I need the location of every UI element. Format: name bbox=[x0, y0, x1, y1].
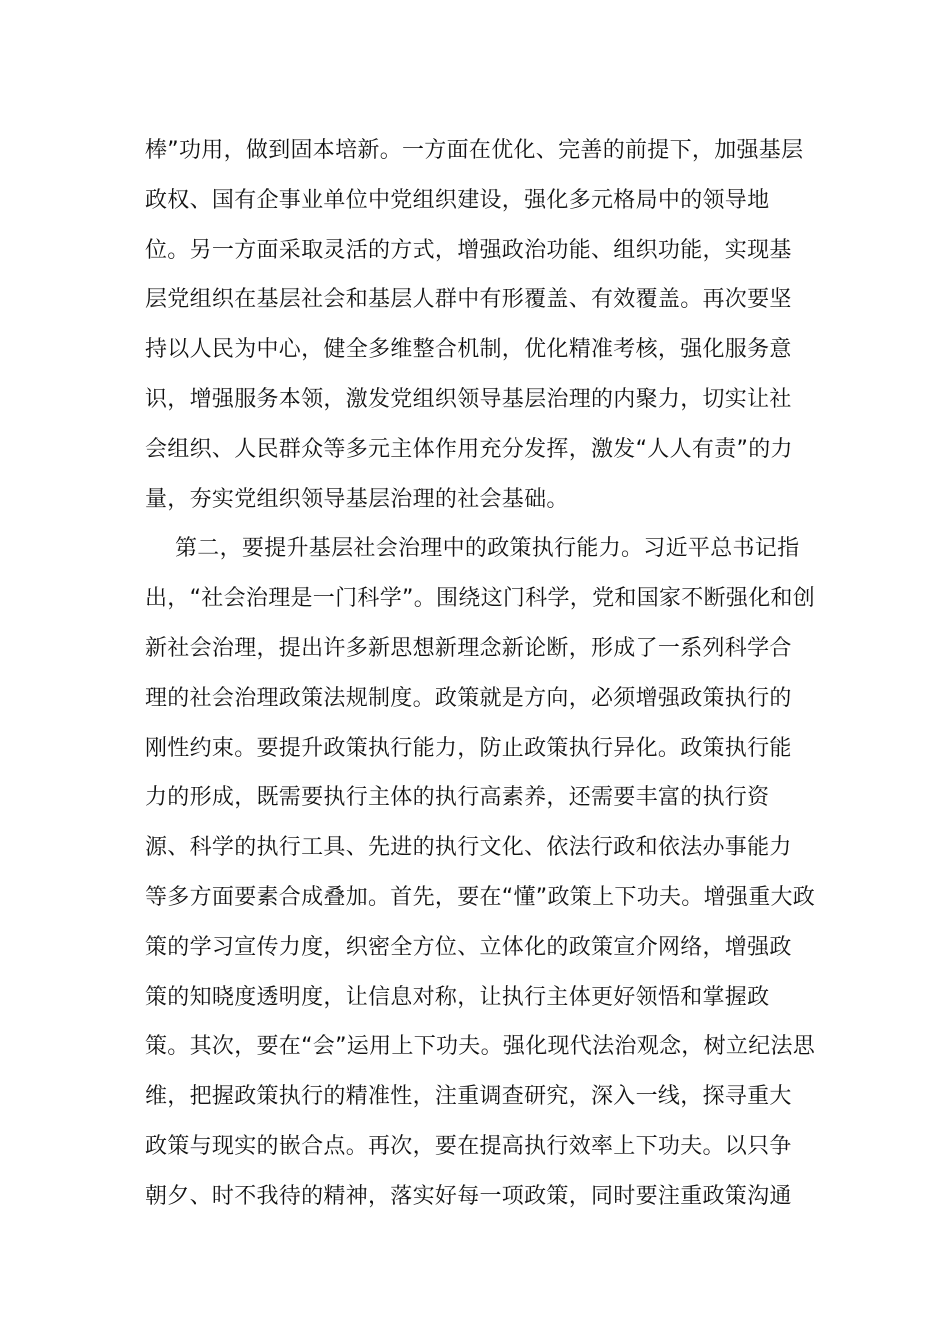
text-line: 等多方面要素合成叠加。首先，要在“懂”政策上下功夫。增强重大政 bbox=[145, 884, 816, 910]
paragraph-2 bbox=[145, 524, 816, 1221]
text-line: 层党组织在基层社会和基层人群中有形覆盖、有效覆盖。再次要坚 bbox=[145, 287, 792, 313]
text-line: 出，“社会治理是一门科学”。围绕这门科学，党和国家不断强化和创 bbox=[145, 586, 816, 612]
text-line: 第二，要提升基层社会治理中的政策执行能力。习近平总书记指 bbox=[175, 536, 800, 562]
text-line: 策的学习宣传力度，织密全方位、立体化的政策宣介网络，增强政 bbox=[145, 934, 792, 960]
text-line: 量，夯实党组织领导基层治理的社会基础。 bbox=[145, 486, 569, 512]
text-line: 策的知晓度透明度，让信息对称，让执行主体更好领悟和掌握政 bbox=[145, 984, 770, 1010]
text-line: 力的形成，既需要执行主体的执行高素养，还需要丰富的执行资 bbox=[145, 785, 770, 811]
text-line: 策。其次，要在“会”运用上下功夫。强化现代法治观念，树立纪法思 bbox=[145, 1034, 816, 1060]
text-line: 新社会治理，提出许多新思想新理念新论断，形成了一系列科学合 bbox=[145, 635, 792, 661]
text-line: 位。另一方面采取灵活的方式，增强政治功能、组织功能，实现基 bbox=[145, 237, 792, 263]
text-line: 源、科学的执行工具、先进的执行文化、依法行政和依法办事能力 bbox=[145, 835, 792, 861]
text-line: 维，把握政策执行的精准性，注重调查研究，深入一线，探寻重大 bbox=[145, 1084, 792, 1110]
text-line: 理的社会治理政策法规制度。政策就是方向，必须增强政策执行的 bbox=[145, 685, 792, 711]
text-line: 朝夕、时不我待的精神，落实好每一项政策，同时要注重政策沟通 bbox=[145, 1183, 792, 1209]
text-line: 会组织、人民群众等多元主体作用充分发挥，激发“人人有责”的力 bbox=[145, 436, 793, 462]
text-line: 政权、国有企事业单位中党组织建设，强化多元格局中的领导地 bbox=[145, 187, 770, 213]
paragraph-1 bbox=[145, 126, 810, 524]
text-line: 持以人民为中心，健全多维整合机制，优化精准考核，强化服务意 bbox=[145, 337, 792, 363]
document-body bbox=[145, 126, 816, 1222]
text-line: 棒”功用，做到固本培新。一方面在优化、完善的前提下，加强基层 bbox=[145, 138, 804, 163]
text-line: 政策与现实的嵌合点。再次，要在提高执行效率上下功夫。以只争 bbox=[145, 1133, 792, 1159]
text-line: 刚性约束。要提升政策执行能力，防止政策执行异化。政策执行能 bbox=[145, 735, 792, 761]
text-line: 识，增强服务本领，激发党组织领导基层治理的内聚力，切实让社 bbox=[145, 386, 792, 412]
